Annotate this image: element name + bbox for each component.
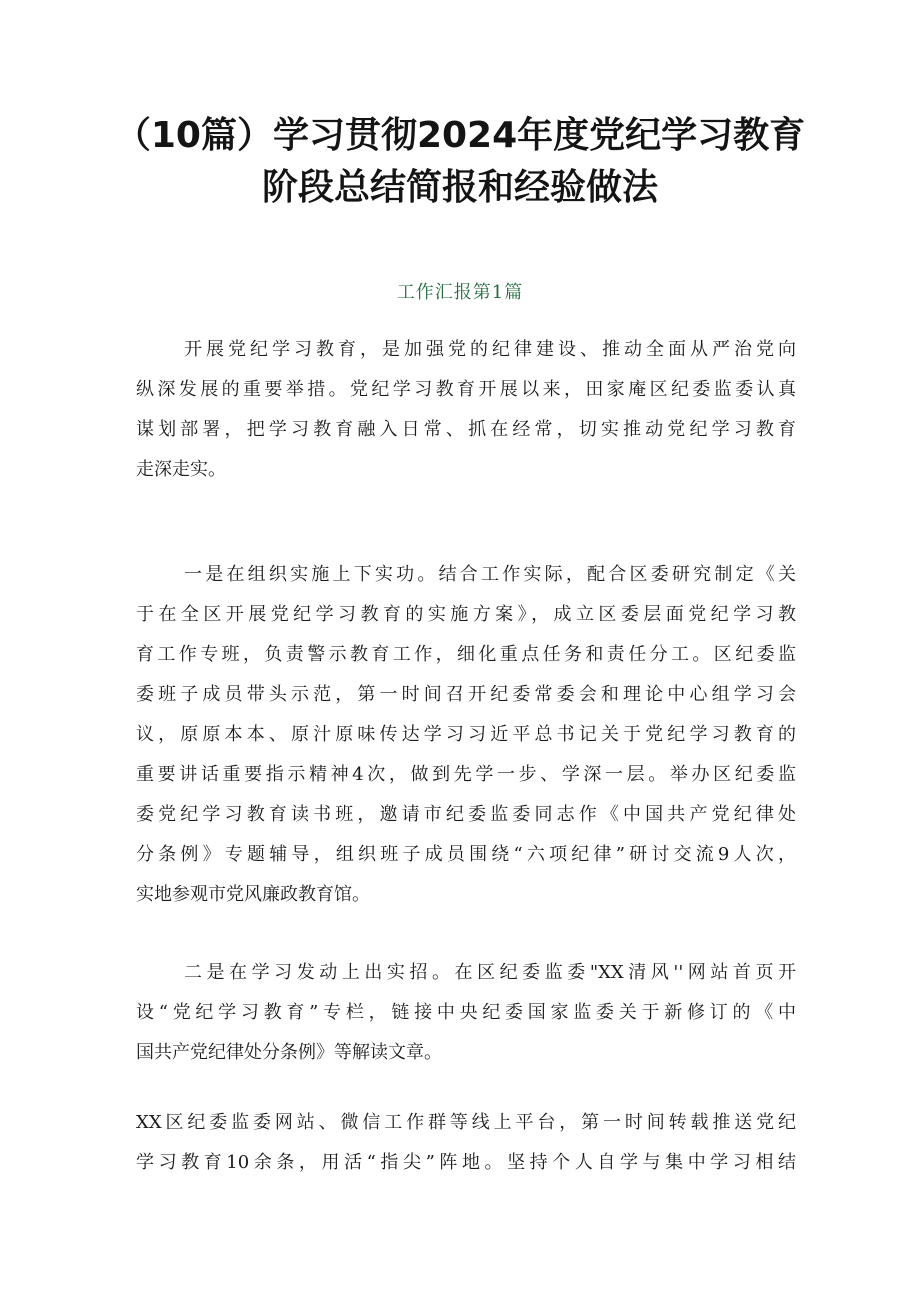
paragraph-line: 二是在学习发动上出实招。在区纪委监委"XX清风''网站首页开 [184, 962, 796, 983]
paragraph-line: 委党纪学习教育读书班，邀请市纪委监委同志作《中国共产党纪律处 [136, 804, 796, 825]
paragraph-line: 谋划部署，把学习教育融入日常、抓在经常，切实推动党纪学习教育 [136, 419, 796, 440]
paragraph-line: 委班子成员带头示范，第一时间召开纪委常委会和理论中心组学习会 [136, 684, 796, 705]
section-subtitle: 工作汇报第1篇 [396, 282, 524, 303]
paragraph-line: 开展党纪学习教育，是加强党的纪律建设、推动全面从严治党向 [184, 339, 796, 360]
paragraph-line: 纵深发展的重要举措。党纪学习教育开展以来，田家庵区纪委监委认真 [136, 379, 796, 400]
document-title-line-1: （10篇）学习贯彻2024年度党纪学习教育 [114, 115, 806, 156]
paragraph-intro [136, 330, 796, 490]
paragraph-line: 学习教育10余条，用活“指尖”阵地。坚持个人自学与集中学习相结 [136, 1152, 796, 1173]
paragraph-mobilization [136, 953, 796, 1073]
paragraph-line: 于在全区开展党纪学习教育的实施方案》，成立区委层面党纪学习教 [136, 604, 796, 625]
paragraph-line: XX区纪委监委网站、微信工作群等线上平台，第一时间转载推送党纪 [136, 1112, 796, 1133]
paragraph-line: 走深走实。 [136, 459, 226, 480]
document-title-line-2: 阶段总结简报和经验做法 [261, 167, 658, 208]
paragraph-organization [136, 555, 796, 915]
paragraph-line: 重要讲话重要指示精神4次，做到先学一步、学深一层。举办区纪委监 [136, 764, 796, 785]
paragraph-line: 分条例》专题辅导，组织班子成员围绕“六项纪律”研讨交流9人次， [136, 844, 796, 865]
paragraph-online-platforms [136, 1103, 796, 1183]
paragraph-line: 国共产党纪律处分条例》等解读文章。 [136, 1042, 442, 1063]
paragraph-line: 议，原原本本、原汁原味传达学习习近平总书记关于党纪学习教育的 [136, 724, 796, 745]
paragraph-line: 育工作专班，负责警示教育工作，细化重点任务和责任分工。区纪委监 [136, 644, 796, 665]
paragraph-line: 实地参观市党风廉政教育馆。 [136, 884, 370, 905]
paragraph-line: 一是在组织实施上下实功。结合工作实际，配合区委研究制定《关 [184, 564, 796, 585]
paragraph-line: 设“党纪学习教育”专栏，链接中央纪委国家监委关于新修订的《中 [136, 1002, 796, 1023]
